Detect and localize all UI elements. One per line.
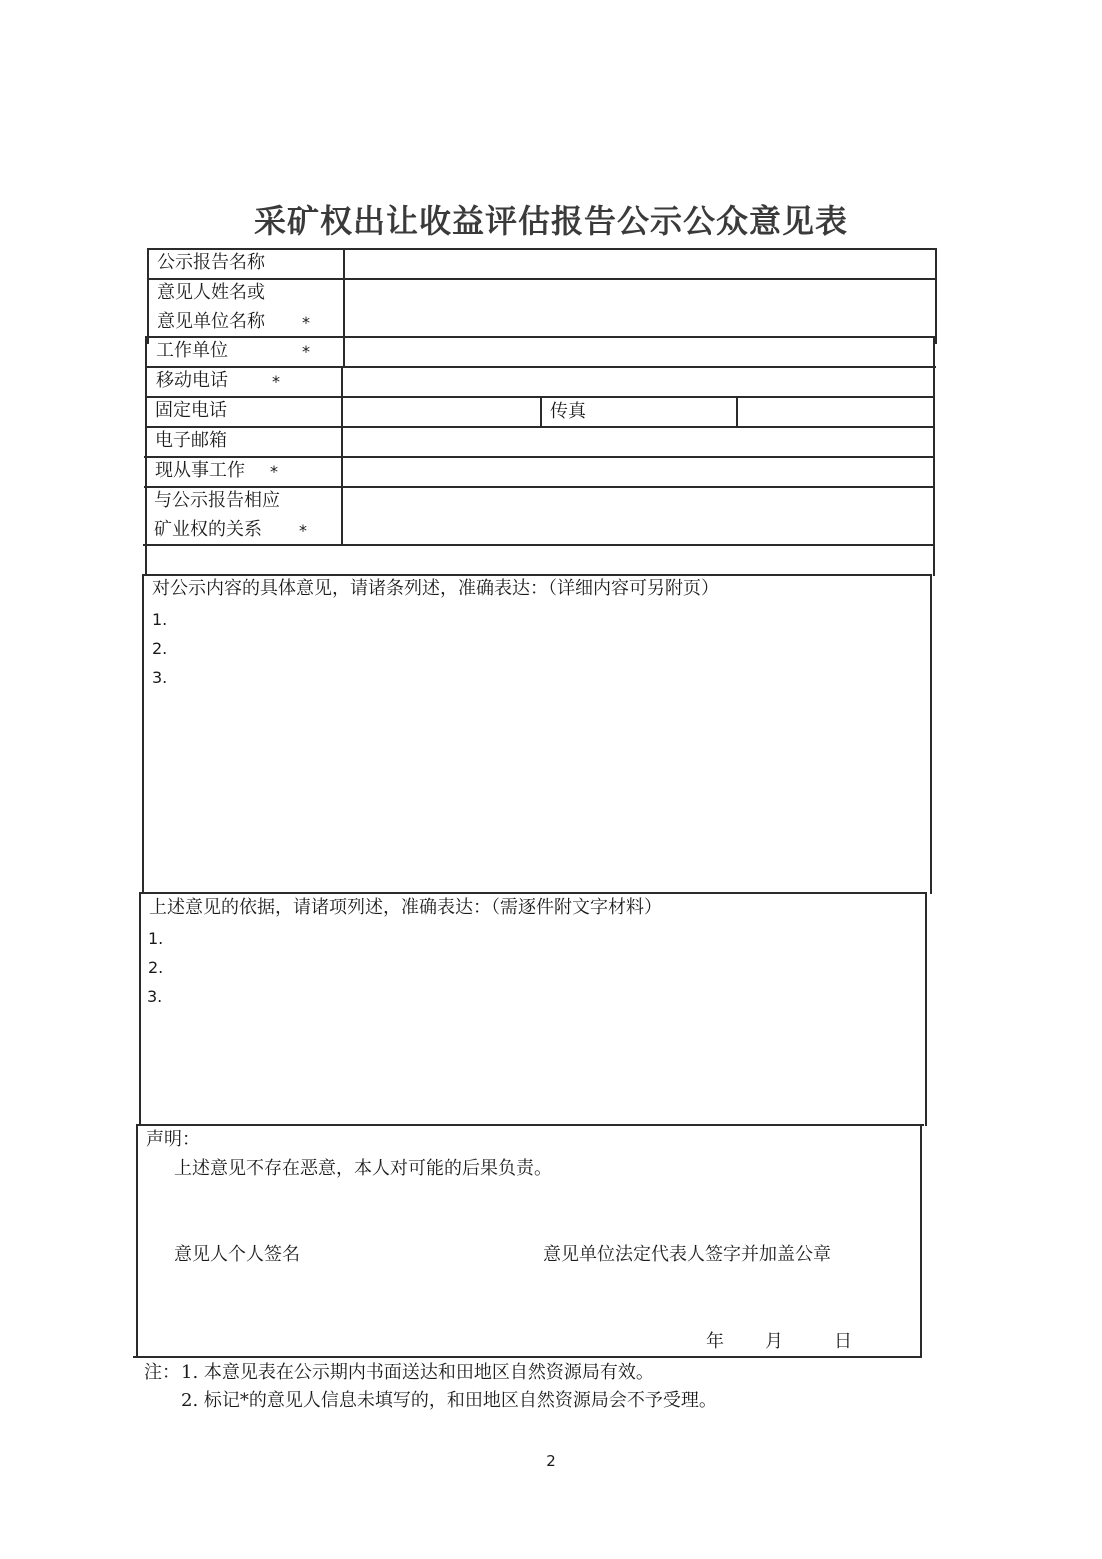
table-rule <box>142 574 932 576</box>
table-rule <box>147 278 937 280</box>
table-border <box>147 248 149 344</box>
label-occupation: 现从事工作 <box>155 460 245 481</box>
required-mark: * <box>302 342 310 361</box>
column-divider <box>343 248 345 366</box>
date-day-label: 日 <box>834 1331 852 1352</box>
table-rule <box>146 366 936 368</box>
required-mark: * <box>299 521 307 540</box>
label-name-line1: 意见人姓名或 <box>157 282 265 303</box>
column-divider <box>736 396 738 427</box>
basis-item-number: 1. <box>148 929 164 948</box>
label-fax: 传真 <box>550 401 586 422</box>
label-landline: 固定电话 <box>155 400 227 421</box>
label-relation-line1: 与公示报告相应 <box>154 490 280 511</box>
table-border <box>935 248 937 344</box>
label-email: 电子邮箱 <box>155 430 227 451</box>
declaration-label: 声明： <box>146 1129 200 1150</box>
column-divider <box>540 396 542 427</box>
table-rule <box>133 1356 921 1358</box>
required-mark: * <box>302 313 310 332</box>
table-border <box>139 892 141 1126</box>
required-mark: * <box>272 372 280 391</box>
label-relation-line2: 矿业权的关系 <box>154 519 262 540</box>
label-work-unit: 工作单位 <box>156 340 228 361</box>
table-border <box>136 1124 138 1358</box>
occupation-field[interactable] <box>344 459 932 485</box>
date-month-label: 月 <box>765 1331 783 1352</box>
opinion-item-number: 2. <box>152 639 168 658</box>
table-rule <box>144 456 934 458</box>
personal-signature-label: 意见人个人签名 <box>174 1244 300 1265</box>
notes-prefix: 注： <box>144 1362 180 1383</box>
table-border <box>145 336 147 576</box>
table-rule <box>146 336 936 338</box>
label-report-name: 公示报告名称 <box>157 252 265 273</box>
table-rule <box>143 544 933 546</box>
fax-field[interactable] <box>739 399 932 425</box>
table-border <box>930 574 932 894</box>
note-2: 2. 标记*的意见人信息未填写的，和田地区自然资源局会不予受理。 <box>181 1390 717 1411</box>
note-1: 1. 本意见表在公示期内书面送达和田地区自然资源局有效。 <box>181 1362 654 1383</box>
table-border <box>142 574 144 894</box>
opinion-item-number: 1. <box>152 610 168 629</box>
name-field[interactable] <box>346 281 934 335</box>
opinions-textarea[interactable] <box>180 600 925 888</box>
table-rule <box>144 486 934 488</box>
table-rule <box>139 892 927 894</box>
table-border <box>925 892 927 1126</box>
declaration-text: 上述意见不存在恶意，本人对可能的后果负责。 <box>174 1158 552 1179</box>
basis-item-number: 2. <box>148 958 164 977</box>
table-rule <box>147 248 937 250</box>
opinions-heading: 对公示内容的具体意见，请诸条列述，准确表达：（详细内容可另附页） <box>152 578 719 599</box>
unit-signature-label: 意见单位法定代表人签字并加盖公章 <box>543 1244 831 1265</box>
form-title: 采矿权出让收益评估报告公示公众意见表 <box>253 202 848 240</box>
table-border <box>933 336 935 576</box>
relation-field[interactable] <box>344 489 932 543</box>
table-border <box>920 1124 922 1358</box>
label-name-line2: 意见单位名称 <box>157 311 265 332</box>
personal-signature-field[interactable] <box>174 1270 474 1330</box>
email-field[interactable] <box>344 429 932 455</box>
landline-field[interactable] <box>344 399 539 425</box>
basis-textarea[interactable] <box>176 920 921 1120</box>
basis-item-number: 3. <box>147 987 163 1006</box>
date-year-label: 年 <box>706 1331 724 1352</box>
table-rule <box>136 1124 924 1126</box>
label-mobile: 移动电话 <box>156 370 228 391</box>
required-mark: * <box>270 462 278 481</box>
unit-signature-field[interactable] <box>543 1270 863 1330</box>
work-unit-field[interactable] <box>346 339 932 365</box>
mobile-field[interactable] <box>344 369 932 395</box>
opinion-item-number: 3. <box>152 668 168 687</box>
page-number: 2 <box>546 1452 556 1470</box>
column-divider <box>341 366 343 544</box>
report-name-field[interactable] <box>346 251 934 277</box>
basis-heading: 上述意见的依据，请诸项列述，准确表达：（需逐件附文字材料） <box>149 897 662 918</box>
